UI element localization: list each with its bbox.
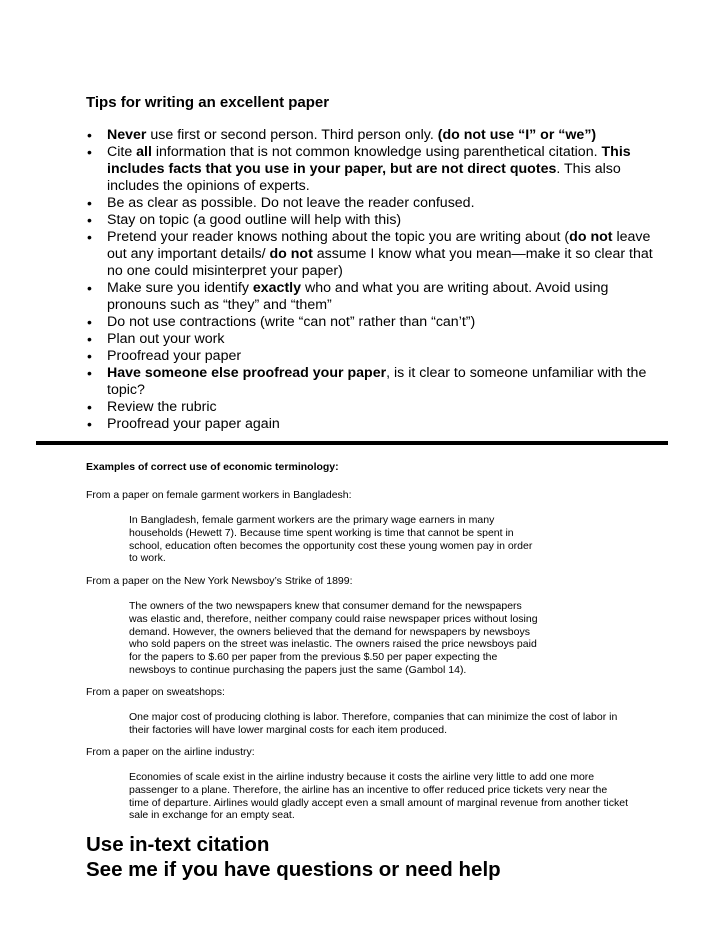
example-line: to work. [129,552,166,565]
tip-text-segment: Review the rubric [107,399,217,415]
example-line: for the papers to $.60 per paper from the previous $.50 per paper expecting the [129,651,498,664]
tip-item [86,348,656,365]
tip-text-segment: information that is not common knowledge using parenthetical citation. [151,144,602,160]
tip-text-segment: Make sure you identify [107,280,253,296]
tip-text-segment: exactly [252,280,302,296]
tip-text-segment: Be as clear as possible. Do not leave the reader confused. [107,195,475,211]
bullet-icon: • [87,212,92,228]
example-text-airline [129,771,649,822]
tips-title: Tips for writing an excellent paper [86,94,330,111]
example-source-bangladesh: From a paper on female garment workers in Bangladesh: [86,489,352,501]
tip-item [86,195,656,212]
section-divider [36,441,668,445]
tip-text-segment: . This also includes the opinions of experts. [107,161,621,194]
example-line: The owners of the two newspapers knew that consumer demand for the newspapers [129,600,522,612]
example-line: their factories will have lower marginal costs for each item produced. [129,723,448,736]
bullet-icon: • [87,365,92,381]
bullet-icon: • [87,280,92,296]
tip-item [86,416,656,433]
example-text-sweatshops [129,711,649,737]
example-text-newsboys [129,600,649,677]
tip-text-segment: do not [569,229,613,245]
tip-text-segment: leave out any important details/ [107,229,651,262]
tip-text-segment: (do not use “I” or “we”) [437,127,597,143]
bullet-icon: • [87,399,92,415]
bullet-icon: • [87,348,92,364]
bullet-icon: • [87,229,92,245]
example-source-sweatshops: From a paper on sweatshops: [86,686,225,698]
tip-text-segment: all [136,144,152,160]
example-line: households (Hewett 7). Because time spent working is time that cannot be spent in [129,526,514,539]
tip-item [86,331,656,348]
example-line: newsboys to continue purchasing the papers just the same (Gambol 14). [129,663,467,676]
citation-reminder: Use in-text citation [86,833,270,856]
example-line: demand. However, the owners believed that the demand for newspapers by newsboys [129,625,530,638]
tip-item [86,144,656,195]
bullet-icon: • [87,331,92,347]
tip-text-segment: who and what you are writing about. Avoid using pronouns such as “they” and “them” [107,280,609,313]
tip-item [86,229,656,280]
tip-text-segment: Cite [107,144,137,160]
tip-text-segment: Proofread your paper [107,348,242,364]
tips-list [86,127,656,433]
example-line: who sold papers on the street was inelastic. The owners raised the price newsboys paid [129,638,537,651]
example-line: In Bangladesh, female garment workers are the primary wage earners in many [129,514,495,526]
example-line: Economies of scale exist in the airline industry because it costs the airline very little to add one more [129,771,595,783]
tip-item [86,280,656,314]
bullet-icon: • [87,195,92,211]
tip-text-segment: do not [269,246,313,262]
tip-item [86,127,656,144]
tip-item [86,365,656,399]
example-line: time of departure. Airlines would gladly accept even a small amount of marginal revenue from another ticket [129,796,629,809]
example-line: passenger to a plane. Therefore, the airline has an incentive to offer reduced price tickets very near the [129,783,608,796]
tip-item [86,314,656,331]
example-source-airline: From a paper on the airline industry: [86,746,255,758]
example-line: One major cost of producing clothing is labor. Therefore, companies that can minimize the cost of labor in [129,711,618,723]
tip-text-segment: Stay on topic (a good outline will help with this) [107,212,402,228]
example-line: school, education often becomes the opportunity cost these young women pay in order [129,539,533,552]
example-line: sale in exchange for an empty seat. [129,809,295,822]
example-source-newsboys: From a paper on the New York Newsboy’s Strike of 1899: [86,575,353,587]
tip-item [86,212,656,229]
help-reminder: See me if you have questions or need help [86,858,501,881]
bullet-icon: • [87,144,92,160]
bullet-icon: • [87,314,92,330]
tip-text-segment: Have someone else proofread your paper [107,365,387,381]
bullet-icon: • [87,127,92,143]
bullet-icon: • [87,416,92,432]
examples-heading: Examples of correct use of economic terminology: [86,461,339,473]
tip-text-segment: Do not use contractions (write “can not” rather than “can’t”) [107,314,476,330]
tip-text-segment: Plan out your work [107,331,225,347]
tip-item [86,399,656,416]
tip-text-segment: Never [107,127,147,143]
tip-text-segment: This includes facts that you use in your paper, but are not direct quotes [107,144,631,177]
tip-text-segment: assume I know what you mean—make it so clear that no one could misinterpret your paper) [107,246,653,279]
example-line: was elastic and, therefore, neither company could raise newspaper prices without losing [129,612,538,625]
tip-text-segment: , is it clear to someone unfamiliar with the topic? [107,365,647,398]
tip-text-segment: Pretend your reader knows nothing about the topic you are writing about ( [107,229,570,245]
tip-text-segment: use first or second person. Third person only. [146,127,438,143]
example-text-bangladesh [129,514,649,565]
tip-text-segment: Proofread your paper again [107,416,280,432]
